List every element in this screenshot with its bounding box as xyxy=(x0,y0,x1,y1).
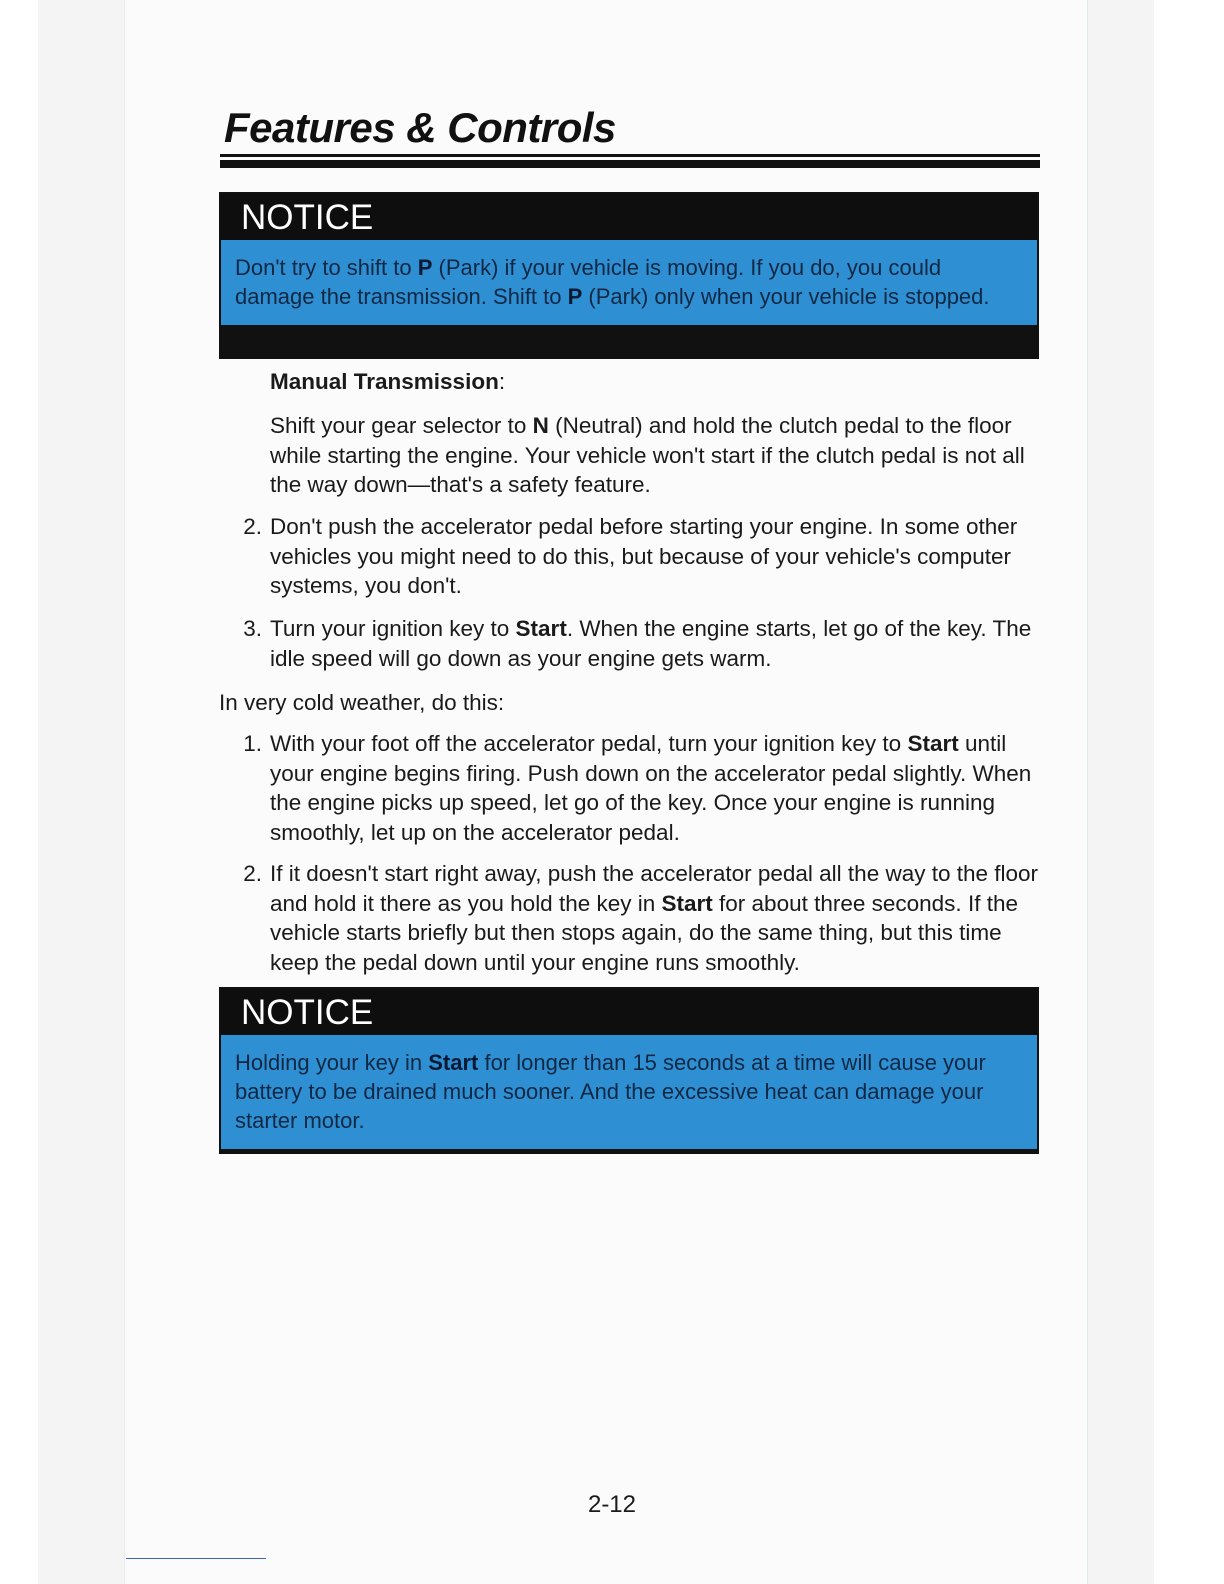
title-rule xyxy=(220,154,1040,168)
cold-step-number: 2. xyxy=(243,861,262,886)
manual-transmission-paragraph: Shift your gear selector to N (Neutral) and hold the clutch pedal to the floor while starting the engine. Your vehicle won't start if the clutch pedal is not all the way down—that's a safety feature. xyxy=(270,413,1025,497)
manual-transmission-heading: Manual Transmission: xyxy=(270,369,506,394)
notice-box-park xyxy=(219,192,1039,359)
step-number: 3. xyxy=(243,616,262,641)
notice-body: Don't try to shift to P (Park) if your vehicle is moving. If you do, you could damage the transmission. Shift to P (Park) only when your vehicle is stopped. xyxy=(221,240,1037,325)
step-text: Turn your ignition key to Start. When the engine starts, let go of the key. The idle speed will go down as your engine gets warm. xyxy=(270,616,1032,671)
notice-heading: NOTICE xyxy=(221,194,1037,240)
notice-box-starter xyxy=(219,987,1039,1154)
bottom-edge-line xyxy=(126,1558,266,1559)
cold-step-text: If it doesn't start right away, push the accelerator pedal all the way to the floor and hold it there as you hold the key in Start for about three seconds. If the vehicle starts briefly but then stops again, do the same thing, but this time keep the pedal down until your engine runs smoothly. xyxy=(270,861,1039,975)
cold-weather-intro: In very cold weather, do this: xyxy=(219,690,505,715)
page-number: 2-12 xyxy=(587,1491,637,1518)
step-text: Don't push the accelerator pedal before starting your engine. In some other vehicles you might need to do this, but because of your vehicle's computer systems, you don't. xyxy=(270,514,1018,598)
notice-body: Holding your key in Start for longer than 15 seconds at a time will cause your battery to be drained much sooner. And the excessive heat can damage your starter motor. xyxy=(221,1035,1037,1149)
cold-step-text: With your foot off the accelerator pedal, turn your ignition key to Start until your engine begins firing. Push down on the accelerator pedal slightly. When the engine picks up speed, let go of the key. Once your engine is running smoothly, let up on the accelerator pedal. xyxy=(270,731,1032,845)
notice-heading: NOTICE xyxy=(221,989,1037,1035)
section-title: Features & Controls xyxy=(224,104,616,151)
cold-step-number: 1. xyxy=(243,731,262,756)
step-number: 2. xyxy=(243,514,262,539)
